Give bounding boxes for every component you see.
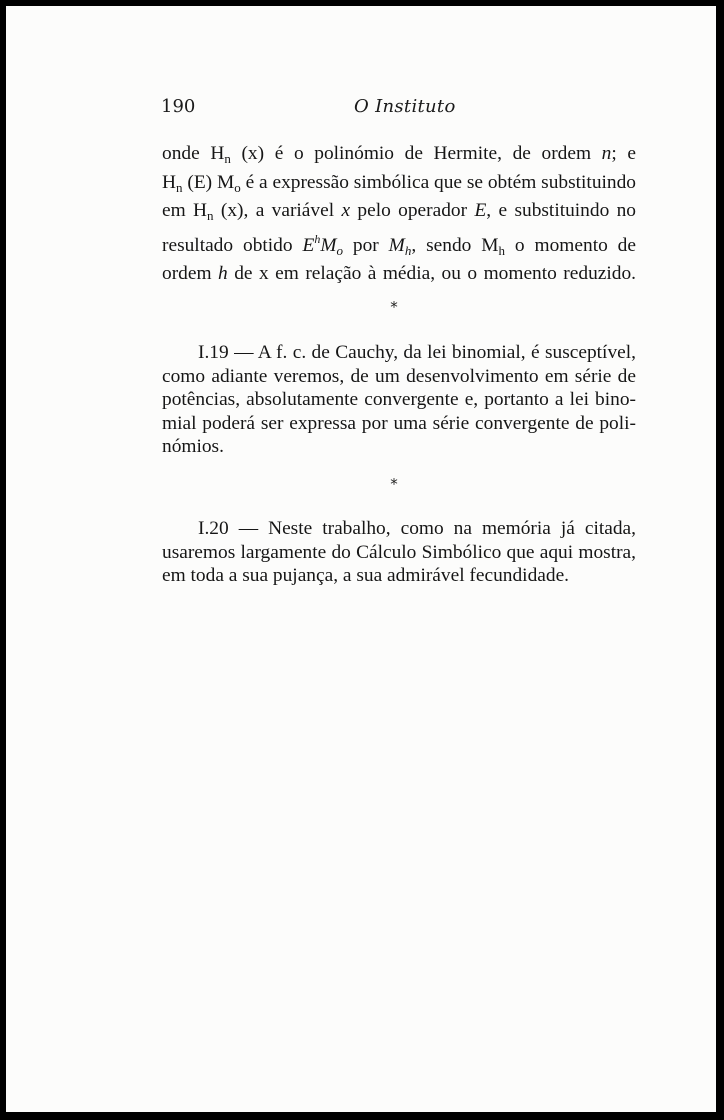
page-header xyxy=(161,96,635,122)
text-line: nómios. xyxy=(162,436,224,458)
text-line: onde $H_n$ (x) é o polinómio de Hermite, de ordem n; e xyxy=(162,143,637,166)
text-line: I.19 — A f. c. de Cauchy, da lei binomial, é susceptível, xyxy=(198,342,636,363)
section-separator-asterisk: * xyxy=(390,298,398,316)
text-line: mial poderá ser expressa por uma série convergente de poli- xyxy=(162,412,636,434)
running-title: O Instituto xyxy=(354,96,456,117)
text-line: ordem h de x em relação à média, ou o momento reduzido. xyxy=(162,263,636,285)
text-line: I.20 — Neste trabalho, como na memória já citada, xyxy=(198,518,636,539)
text-line: $H_n$ (E) $M_o$ é a expressão simbólica que se obtém substituindo xyxy=(162,171,636,195)
text-line: potências, absolutamente convergente e, portanto a lei bino- xyxy=(162,389,636,411)
text-line: em $H_n$ (x), a variável x pelo operador E, e substituindo no xyxy=(162,200,637,224)
page-number: 190 xyxy=(161,96,196,117)
paragraph-1-19 xyxy=(162,341,636,459)
text-line: usaremos largamente do Cálculo Simbólico que aqui mostra, xyxy=(162,541,636,563)
text-line: em toda a sua pujança, a sua admirável fecundidade. xyxy=(162,565,570,587)
section-separator-asterisk: * xyxy=(390,475,398,493)
text-line: como adiante veremos, de um desenvolvimento em série de xyxy=(162,365,636,387)
paragraph-1-20 xyxy=(162,517,636,588)
paragraph-hermite xyxy=(162,142,636,286)
text-line: resultado obtido $E^hM_o$ por $M_h$, sendo $M_h$ o momento de xyxy=(162,231,636,258)
